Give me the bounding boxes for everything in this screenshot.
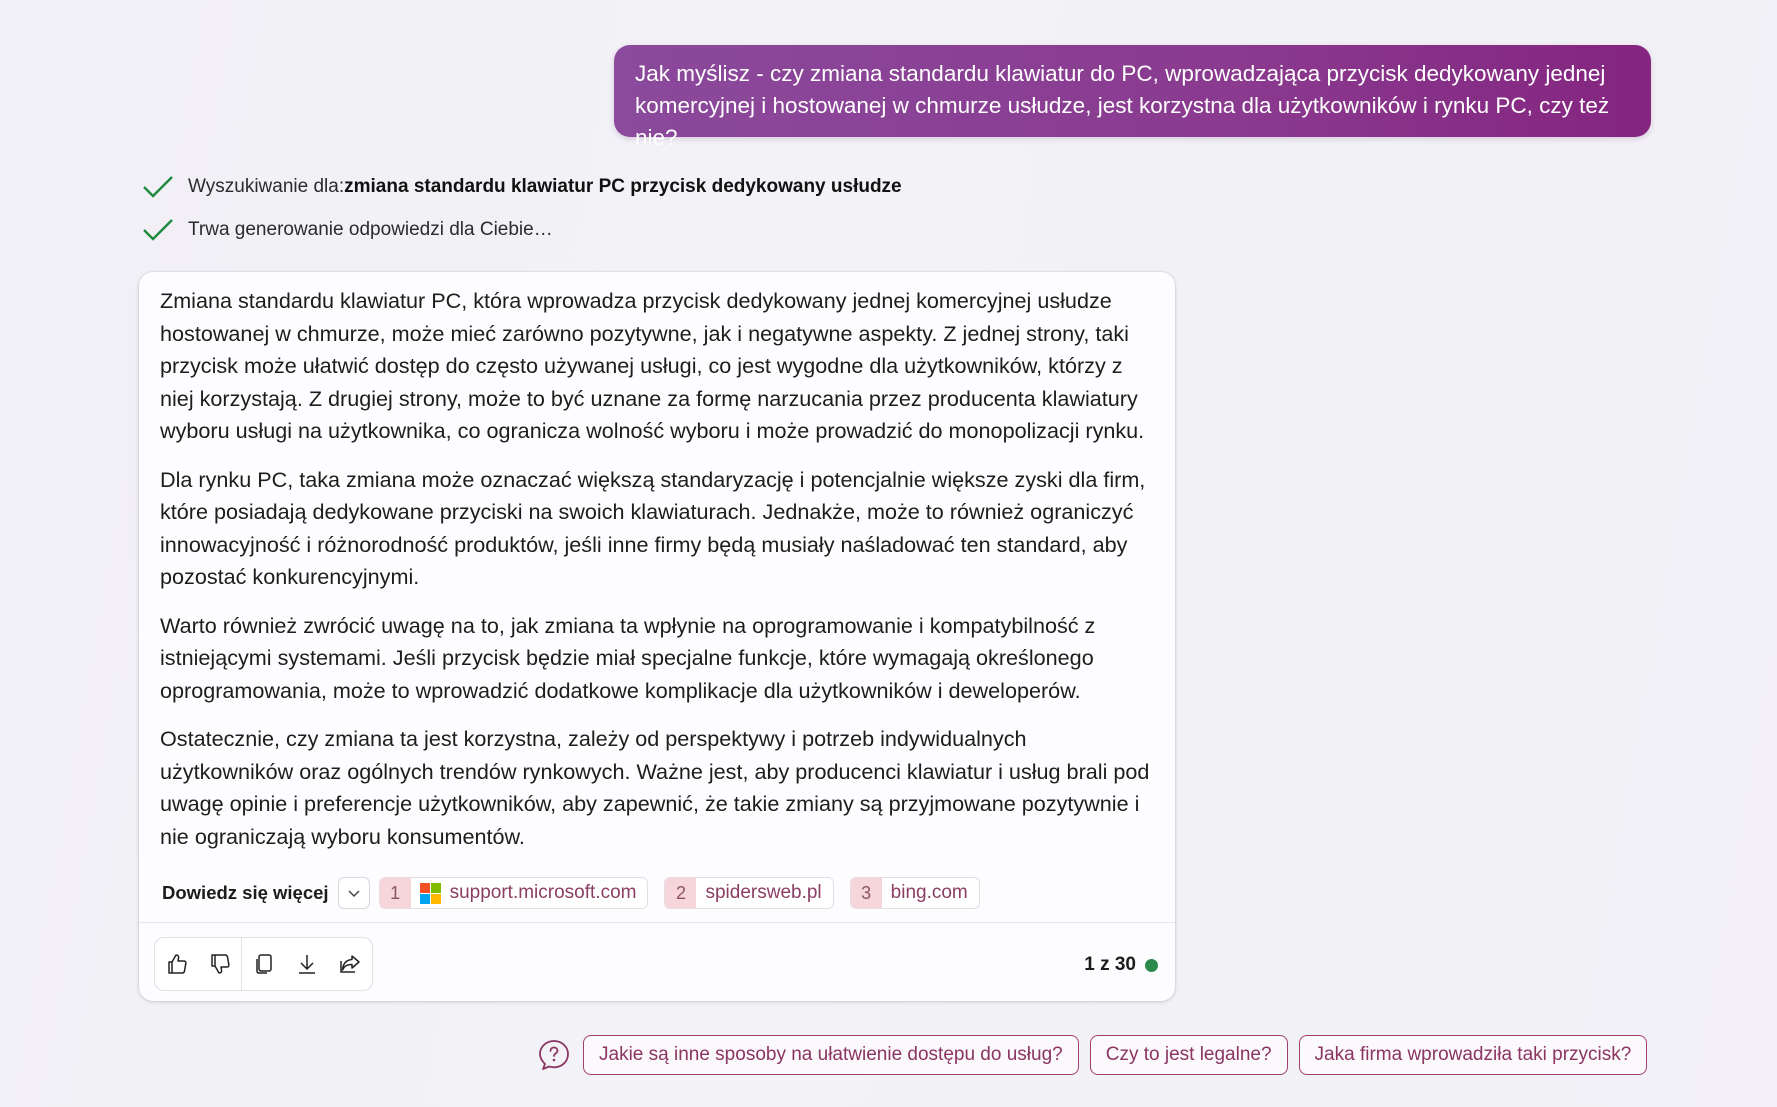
- check-icon: [142, 172, 174, 202]
- source-domain: support.microsoft.com: [449, 882, 637, 903]
- suggestion-button-2[interactable]: Czy to jest legalne?: [1090, 1035, 1288, 1075]
- question-bubble-icon: [537, 1038, 571, 1072]
- answer-paragraph: Dla rynku PC, taka zmiana może oznaczać większą standaryzację i potencjalnie większe zyski dla firm, które posiadają dedykowane przyciski na swoich klawiaturach. Jednakże, może to również ograniczyć innowacyjność i różnorodność produktów, jeśli inne firmy będą musiały naśladować ten standard, aby pozostać konkurencyjnymi.: [160, 466, 1146, 589]
- like-button[interactable]: [155, 938, 198, 990]
- export-button[interactable]: [285, 938, 328, 990]
- check-icon: [142, 215, 174, 245]
- generating-status-text: Trwa generowanie odpowiedzi dla Ciebie…: [188, 219, 553, 240]
- dislike-button[interactable]: [198, 938, 241, 990]
- response-counter: [1084, 953, 1158, 977]
- source-link-3[interactable]: [850, 877, 980, 909]
- answer-paragraph: Zmiana standardu klawiatur PC, która wprowadza przycisk dedykowany jednej komercyjnej usłudze hostowanej w chmurze, może mieć zarówno pozytywne, jak i negatywne aspekty. Z jednej strony, taki przycisk może ułatwić dostęp do często używanej usługi, co jest wygodne dla użytkowników, którzy z niej korzystają. Z drugiej strony, może to być uznane za formę narzucania przez producenta klawiatury wyboru usługi na użytkownika, co ogranicza wolność wyboru i może prowadzić do monopolizacji rynku.: [160, 288, 1145, 443]
- copy-button[interactable]: [242, 938, 285, 990]
- response-counter-text: 1 z 30: [1084, 954, 1136, 975]
- source-domain: bing.com: [890, 882, 968, 903]
- share-icon: [338, 952, 362, 976]
- share-button[interactable]: [328, 938, 371, 990]
- suggestion-button-1[interactable]: Jakie są inne sposoby na ułatwienie dostępu do usług?: [583, 1035, 1079, 1075]
- source-domain: spidersweb.pl: [705, 882, 822, 903]
- answer-text: [160, 285, 1160, 869]
- expand-sources-button[interactable]: [338, 877, 370, 909]
- source-number: 3: [851, 878, 882, 908]
- learn-more-row: [162, 877, 996, 909]
- thumbs-up-icon: [165, 952, 189, 976]
- answer-paragraph: Ostatecznie, czy zmiana ta jest korzystna, zależy od perspektywy i potrzeb indywidualnych użytkowników oraz ogólnych trendów rynkowych. Ważne jest, aby producenci klawiatur i usług brali pod uwagę opinie i preferencje użytkowników, aby zapewnić, że takie zmiany są przyjmowane pozytywnie i nie ograniczają wyboru konsumentów.: [160, 726, 1150, 849]
- learn-more-label: Dowiedz się więcej: [162, 882, 329, 903]
- status-dot-icon: [1145, 959, 1158, 972]
- source-link-2[interactable]: [664, 877, 833, 909]
- source-number: 2: [665, 878, 696, 908]
- response-actions: [154, 937, 373, 991]
- search-status-prefix: Wyszukiwanie dla:: [188, 176, 345, 197]
- source-number: 1: [380, 878, 411, 908]
- generating-status: [142, 215, 553, 245]
- thumbs-down-icon: [208, 952, 232, 976]
- search-status: [142, 172, 902, 202]
- microsoft-logo-icon: [420, 883, 441, 904]
- source-link-1[interactable]: [379, 877, 649, 909]
- download-icon: [295, 952, 319, 976]
- chevron-down-icon: [346, 885, 362, 901]
- copy-icon: [252, 952, 276, 976]
- answer-paragraph: Warto również zwrócić uwagę na to, jak zmiana ta wpłynie na oprogramowanie i kompatybilność z istniejącymi systemami. Jeśli przycisk będzie miał specjalne funkcje, które wymagają określonego oprogramowania, może to wprowadzić dodatkowe komplikacje dla użytkowników i deweloperów.: [160, 612, 1096, 703]
- suggestion-button-3[interactable]: Jaka firma wprowadziła taki przycisk?: [1299, 1035, 1648, 1075]
- user-message-bubble: Jak myślisz - czy zmiana standardu klawiatur do PC, wprowadzająca przycisk dedykowany jednej komercyjnej i hostowanej w chmurze usłudze, jest korzystna dla użytkowników i rynku PC, czy też nie?: [614, 45, 1651, 137]
- card-divider: [139, 922, 1175, 923]
- suggestions-row: [537, 1035, 1658, 1075]
- answer-card: [139, 272, 1175, 1001]
- search-query: zmiana standardu klawiatur PC przycisk dedykowany usłudze: [344, 176, 902, 197]
